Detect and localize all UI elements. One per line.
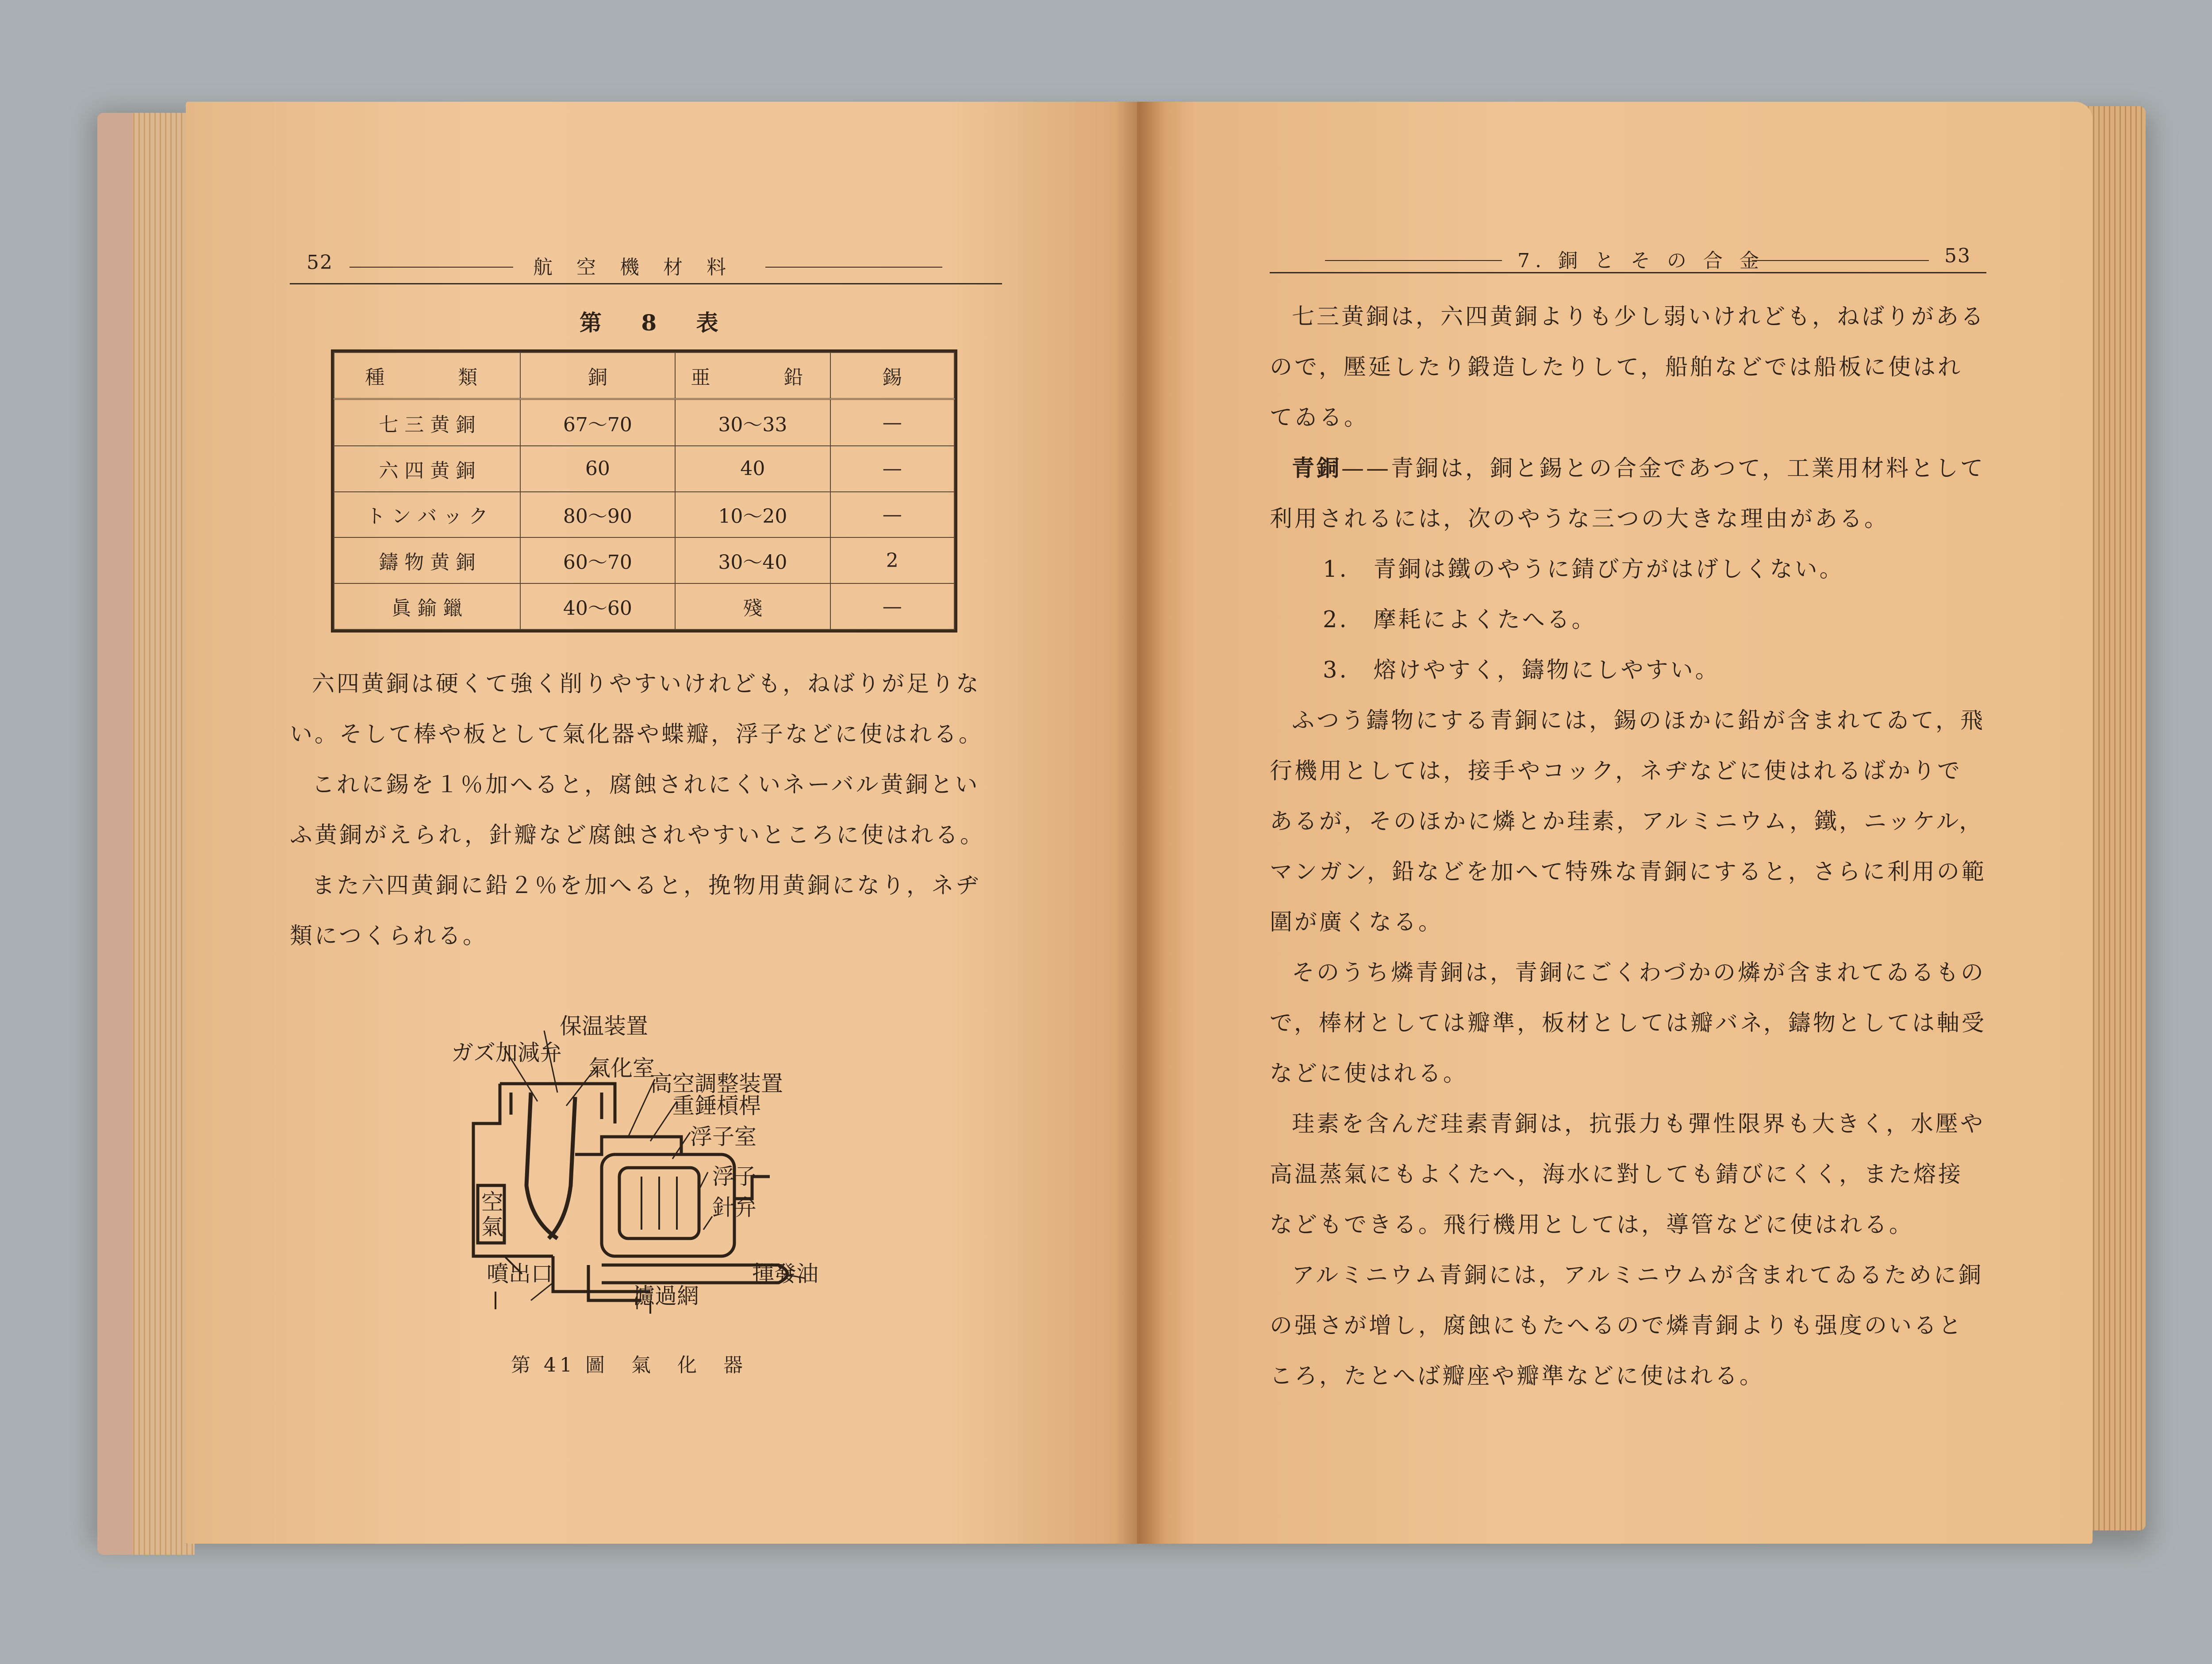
table-cell: 40 xyxy=(675,446,830,492)
table-row xyxy=(334,446,954,492)
table-title: 第 8 表 xyxy=(580,310,734,336)
left-body-text xyxy=(290,659,1002,962)
table-cell: 六 四 黄 銅 xyxy=(334,446,520,492)
table-row xyxy=(334,537,954,583)
table-cell: 30～33 xyxy=(675,399,830,445)
table-cell: 鑄 物 黄 銅 xyxy=(334,537,520,583)
paragraph: これに錫を１％加へると，腐蝕されにくいネーバル黄銅といふ黄銅がえられ，針瓣など腐蝕されやすいところに使はれる。 xyxy=(290,772,985,848)
table-cell: — xyxy=(830,399,954,445)
paragraph xyxy=(1270,443,1986,544)
paragraph: ふつう鑄物にする青銅には，錫のほかに鉛が含まれてゐて，飛行機用としては，接手やコック，ネヂなどに使はれるばかりであるが，そのほかに燐とか珪素，アルミニウム，鐵，ニッケル，マンガン，鉛などを加へて特殊な青銅にすると，さらに利用の範圍が廣くなる。 xyxy=(1270,708,1986,936)
left-header-rule-b xyxy=(765,267,942,268)
table-cell: 2 xyxy=(830,537,954,583)
right-running-head: 7. 銅 と そ の 合 金 xyxy=(1517,249,1764,272)
label-float: 浮子 xyxy=(712,1164,757,1189)
table-row xyxy=(334,583,954,629)
paragraph: 六四黄銅は硬くて強く削りやすいけれども，ねばりが足りない。そして棒や板として氣化器や蝶瓣，浮子などに使はれる。 xyxy=(290,671,984,748)
label-nozzle: 噴出口 xyxy=(487,1261,553,1287)
table-header: 亜 鉛 xyxy=(675,353,830,399)
list-item: 2. 摩耗によくたへる。 xyxy=(1323,607,1597,633)
right-header-rule-a xyxy=(1325,260,1502,261)
bronze-heading: 青銅 xyxy=(1292,455,1342,482)
table-cell: 80～90 xyxy=(520,492,676,538)
table-cell: 眞 鍮 鑞 xyxy=(334,583,520,629)
label-insulation: 保温装置 xyxy=(560,1013,648,1039)
paragraph: アルミニウム青銅には，アルミニウムが含まれてゐるために銅の强さが增し，腐蝕にもたへるので燐青銅よりも强度のいるところ，たとへば瓣座や瓣準などに使はれる。 xyxy=(1270,1262,1983,1389)
label-fuel: 揮發油 xyxy=(752,1261,818,1287)
label-filter: 濾過網 xyxy=(633,1283,699,1309)
table-cell: 67～70 xyxy=(520,399,676,445)
label-weight-lever: 重錘槓桿 xyxy=(672,1093,761,1119)
left-cover-edge xyxy=(97,113,133,1555)
right-body-text xyxy=(1270,292,1986,1402)
table-cell: — xyxy=(830,492,954,538)
left-header-underline xyxy=(290,283,1002,284)
table-header-row xyxy=(334,353,954,399)
alloy-composition-table xyxy=(331,349,957,633)
table-cell: 10～20 xyxy=(675,492,830,538)
label-vaporizer-chamber: 氣化室 xyxy=(588,1055,655,1081)
table-cell: 60 xyxy=(520,446,676,492)
right-header-underline xyxy=(1270,272,1986,273)
table-header: 銅 xyxy=(520,353,676,399)
table-cell: 30～40 xyxy=(675,537,830,583)
table-cell: — xyxy=(830,583,954,629)
label-gas-valve: ガズ加減弁 xyxy=(451,1040,562,1066)
table-cell: 七 三 黄 銅 xyxy=(334,399,520,445)
left-running-head: 航 空 機 材 料 xyxy=(533,256,735,279)
paragraph: そのうち燐青銅は，青銅にごくわづかの燐が含まれてゐるもので，棒材としては瓣準，板材としては瓣バネ，鑄物としては軸受などに使はれる。 xyxy=(1270,960,1986,1087)
paragraph: 珪素を含んだ珪素青銅は，抗張力も彈性限界も大きく，水壓や高温蒸氣にもよくたへ，海水に對しても錆びにくく，また熔接などもできる。飛行機用としては，導管などに使はれる。 xyxy=(1270,1111,1985,1238)
right-header-rule-b xyxy=(1752,260,1929,261)
table-header: 種 類 xyxy=(334,353,520,399)
paragraph: 七三黄銅は，六四黄銅よりも少し弱いけれども，ねばりがあるので，壓延したり鍛造したりして，船舶などでは船板に使はれてゐる。 xyxy=(1270,304,1986,431)
paragraph: また六四黄銅に鉛２％を加へると，挽物用黄銅になり，ネヂ類につくられる。 xyxy=(290,873,981,949)
carburetor-diagram xyxy=(442,991,885,1314)
paragraph-text: ——青銅は，銅と錫との合金であつて，工業用材料として利用されるには，次のやうな三つの大きな理由がある。 xyxy=(1270,456,1985,532)
label-float-chamber: 浮子室 xyxy=(690,1124,757,1150)
table-cell: — xyxy=(830,446,954,492)
left-page-number: 52 xyxy=(307,251,333,274)
table-cell: ト ン バ ッ ク xyxy=(334,492,520,538)
table-cell: 殘 xyxy=(675,583,830,629)
label-altitude-device: 高空調整装置 xyxy=(650,1071,783,1097)
table-cell: 60～70 xyxy=(520,537,676,583)
list-item: 3. 熔けやすく，鑄物にしやすい。 xyxy=(1323,657,1720,683)
label-air: 空氣 xyxy=(481,1189,503,1240)
right-page-number: 53 xyxy=(1944,245,1971,267)
left-header-rule-a xyxy=(349,267,513,268)
table-header: 錫 xyxy=(830,353,954,399)
table-cell: 40～60 xyxy=(520,583,676,629)
book-gutter xyxy=(1115,102,1164,1544)
list-item: 1. 青銅は鐵のやうに錆び方がはげしくない。 xyxy=(1323,556,1844,583)
label-needle-valve: 針弁 xyxy=(712,1195,757,1220)
table-row xyxy=(334,492,954,538)
table-row xyxy=(334,399,954,445)
figure-caption: 第 41 圖 氣 化 器 xyxy=(511,1354,746,1376)
